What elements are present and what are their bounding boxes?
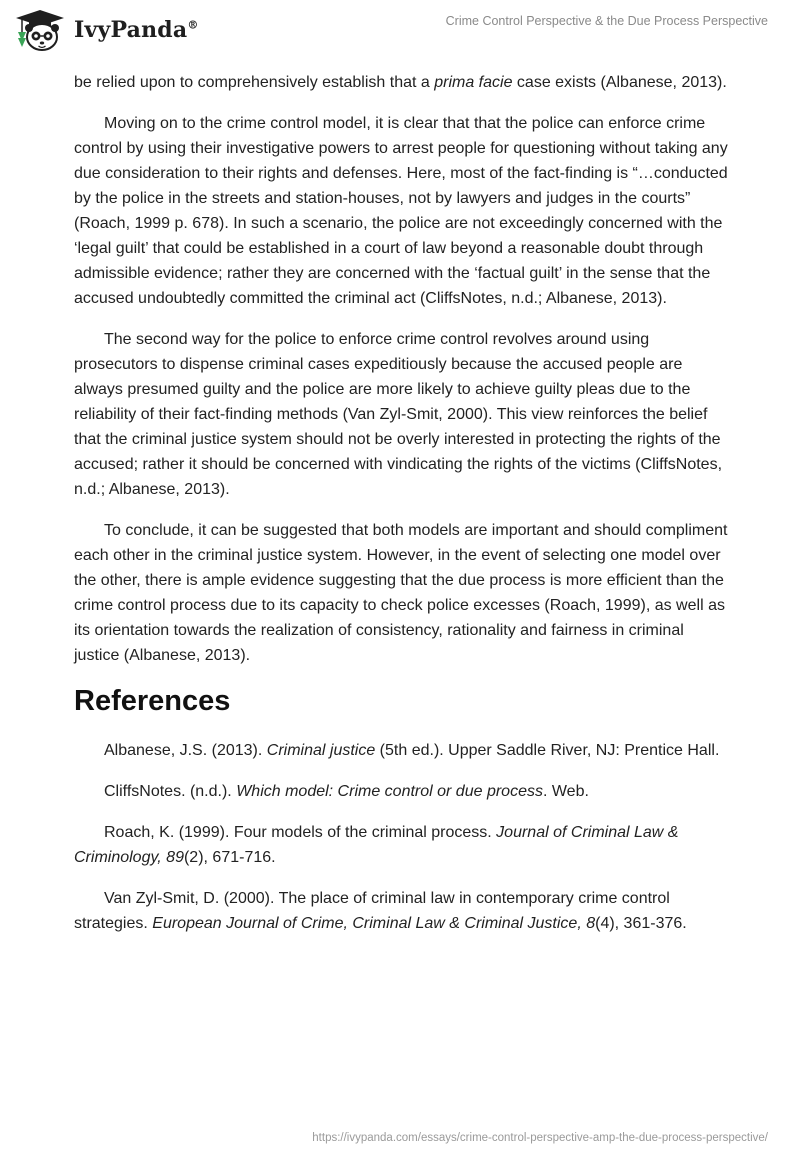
document-body	[74, 70, 728, 952]
paragraph-prosecutors: The second way for the police to enforce crime control revolves around using prosecutors to dispense criminal cases expeditiously because the accused people are always presumed guilty and the police are more likely to achieve guilty pleas due to the reliability of their fact-finding methods (Van Zyl-Smit, 2000). This view reinforces the belief that the criminal justice system should not be overly interested in protecting the rights of the accused; rather it should be concerned with vindicating the rights of the victims (CliffsNotes, n.d.; Albanese, 2013).	[74, 331, 723, 498]
references-heading: References	[74, 685, 231, 717]
brand-logo[interactable]	[14, 8, 199, 52]
reference-item: Roach, K. (1999). Four models of the criminal process. Journal of Criminal Law & Criminology, 89(2), 671-716.	[74, 824, 679, 866]
source-url-link[interactable]: https://ivypanda.com/essays/crime-control-perspective-amp-the-due-process-perspective/	[312, 1132, 768, 1144]
reference-item: Van Zyl-Smit, D. (2000). The place of criminal law in contemporary crime control strategies. European Journal of Crime, Criminal Law & Criminal Justice, 8(4), 361-376.	[74, 890, 687, 932]
reference-item: Albanese, J.S. (2013). Criminal justice (5th ed.). Upper Saddle River, NJ: Prentice Hall.	[104, 742, 720, 759]
brand-name: IvyPanda®	[74, 17, 199, 43]
paragraph-crime-control-model: Moving on to the crime control model, it is clear that that the police can enforce crime control by using their investigative powers to arrest people for questioning without taking any due consideration to their rights and defenses. Here, most of the fact-finding is “…conducted by the police in the streets and station-houses, not by lawyers and judges in the courts” (Roach, 1999 p. 678). In such a scenario, the police are not exceedingly concerned with the ‘legal guilt’ that could be established in a court of law beyond a reasonable doubt through admissible evidence; rather they are concerned with the ‘factual guilt’ in the sense that the accused undoubtedly committed the criminal act (CliffsNotes, n.d.; Albanese, 2013).	[74, 115, 728, 307]
page-header	[0, 0, 800, 70]
document-title: Crime Control Perspective & the Due Process Perspective	[445, 14, 768, 28]
paragraph-continued: be relied upon to comprehensively establish that a prima facie case exists (Albanese, 2013).	[74, 74, 727, 91]
paragraph-conclusion: To conclude, it can be suggested that both models are important and should compliment each other in the criminal justice system. However, in the event of selecting one model over the other, there is ample evidence suggesting that the due process is more efficient than the crime control process due to its capacity to check police excesses (Roach, 1999), as well as its orientation towards the realization of consistency, rationality and fairness in criminal justice (Albanese, 2013).	[74, 522, 728, 664]
reference-item: CliffsNotes. (n.d.). Which model: Crime control or due process. Web.	[104, 783, 589, 800]
panda-graduate-logo-icon	[14, 8, 66, 52]
